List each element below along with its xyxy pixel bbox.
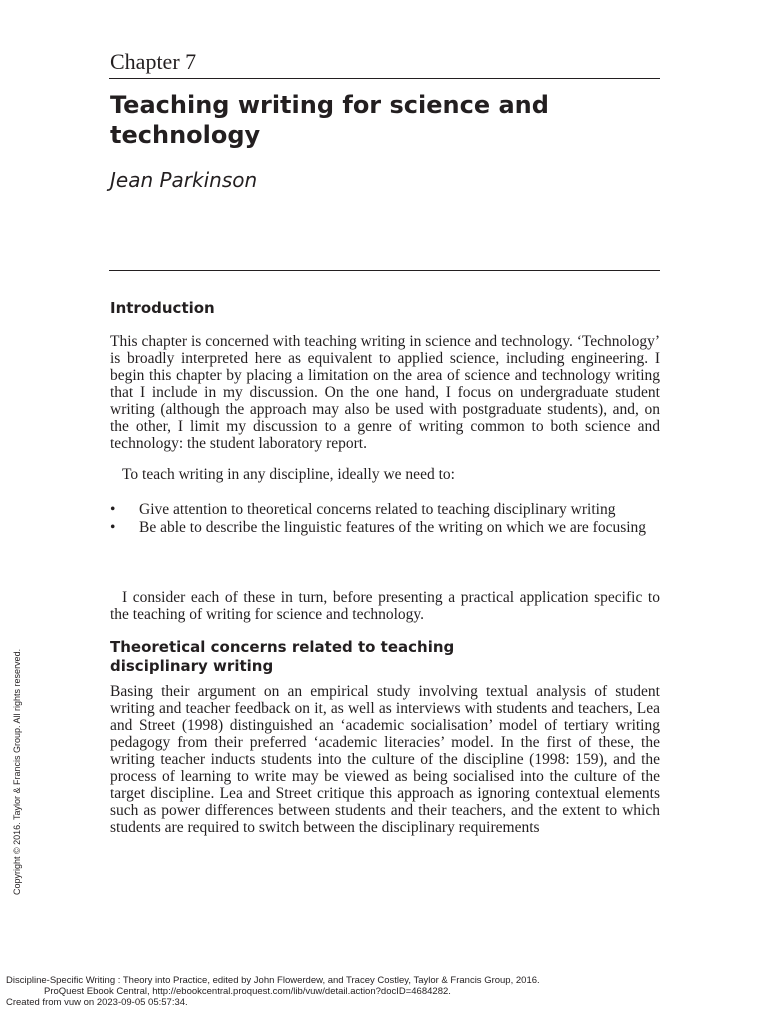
theory-paragraph-1: Basing their argument on an empirical study involving textual analysis of student writing and teacher feedback on it, as well as interviews with students and teachers, Lea and Street (1998) distinguished an ‘academic socialisation’ model of tertiary writing pedagogy from their preferred ‘academic literacies’ model. In the first of these, the writing teacher inducts students into the culture of the discipline (1998: 159), and the process of learning to write may be viewed as being socialised into the culture of the target discipline. Lea and Street critique this approach as ignoring contextual elements such as power differences between students and their teachers, and the extent to which students are required to switch between the disciplinary requirements bbox=[110, 683, 660, 836]
bullet-icon: • bbox=[110, 501, 116, 518]
bottom-divider bbox=[109, 270, 660, 271]
requirements-list bbox=[110, 501, 660, 537]
list-item-text: Be able to describe the linguistic features of the writing on which we are focusing bbox=[139, 519, 647, 536]
list-item-text: Give attention to theoretical concerns related to teaching disciplinary writing bbox=[139, 501, 616, 518]
section-heading-theoretical-concerns: Theoretical concerns related to teaching disciplinary writing bbox=[110, 638, 455, 675]
list-item bbox=[110, 519, 660, 536]
footer-created: Created from vuw on 2023-09-05 05:57:34. bbox=[6, 997, 188, 1008]
top-divider bbox=[109, 78, 660, 79]
introduction-paragraph-1: This chapter is concerned with teaching writing in science and technology. ‘Technology’ is broadly interpreted here as equivalent to applied science, including engineering. I begin this chapter by placing a limitation on the area of science and technology writing that I include in my discussion. On the one hand, I focus on undergraduate student writing (although the approach may also be used with postgraduate students), and, on the other, I limit my discussion to a genre of writing common to both science and technology: the student laboratory report. bbox=[110, 333, 660, 452]
copyright-notice: Copyright © 2016. Taylor & Francis Group. All rights reserved. bbox=[12, 648, 22, 895]
introduction-paragraph-2: To teach writing in any discipline, ideally we need to: bbox=[122, 466, 455, 483]
bullet-icon: • bbox=[110, 519, 116, 536]
footer-citation: Discipline-Specific Writing : Theory into Practice, edited by John Flowerdew, and Tracey Costley, Taylor & Francis Group, 2016. bbox=[6, 975, 540, 986]
citation-footer bbox=[6, 975, 540, 1008]
chapter-author: Jean Parkinson bbox=[110, 168, 258, 192]
introduction-paragraph-3: I consider each of these in turn, before presenting a practical application specific to the teaching of writing for science and technology. bbox=[110, 589, 660, 623]
chapter-label: Chapter 7 bbox=[110, 49, 197, 74]
section-heading-introduction: Introduction bbox=[110, 299, 215, 317]
chapter-title: Teaching writing for science and technology bbox=[110, 91, 549, 149]
footer-source-link[interactable]: ProQuest Ebook Central, http://ebookcentral.proquest.com/lib/vuw/detail.action?docID=4684282. bbox=[44, 986, 451, 997]
list-item bbox=[110, 501, 660, 518]
